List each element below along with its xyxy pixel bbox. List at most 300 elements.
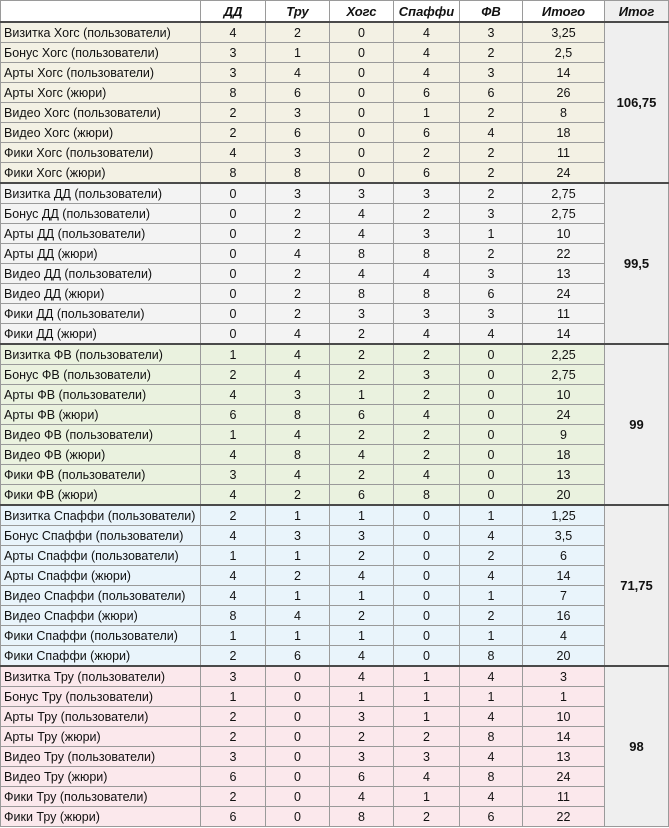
score-cell: 1	[394, 707, 460, 727]
score-cell: 3	[201, 465, 266, 485]
score-cell: 9	[523, 425, 605, 445]
score-cell: 0	[460, 465, 523, 485]
row-label: Арты ФВ (пользователи)	[1, 385, 201, 405]
score-cell: 3	[523, 666, 605, 687]
score-cell: 4	[523, 626, 605, 646]
score-cell: 3	[394, 747, 460, 767]
group-total: 71,75	[605, 505, 669, 666]
score-cell: 2,75	[523, 365, 605, 385]
score-cell: 2	[266, 264, 330, 284]
group-total: 98	[605, 666, 669, 827]
score-cell: 1	[330, 385, 394, 405]
table-header	[1, 1, 669, 23]
score-cell: 4	[201, 445, 266, 465]
score-cell: 2	[460, 163, 523, 184]
score-cell: 4	[460, 666, 523, 687]
table-row	[1, 405, 669, 425]
score-cell: 1	[201, 626, 266, 646]
score-cell: 4	[201, 566, 266, 586]
score-cell: 2,75	[523, 183, 605, 204]
score-cell: 1	[201, 687, 266, 707]
score-cell: 6	[460, 807, 523, 827]
row-label: Фики ФВ (пользователи)	[1, 465, 201, 485]
table-row	[1, 807, 669, 827]
table-row	[1, 22, 669, 43]
score-cell: 0	[394, 646, 460, 667]
row-label: Арты ДД (пользователи)	[1, 224, 201, 244]
score-cell: 4	[394, 264, 460, 284]
score-cell: 6	[330, 767, 394, 787]
score-cell: 3	[460, 304, 523, 324]
score-cell: 0	[201, 204, 266, 224]
score-cell: 2	[266, 224, 330, 244]
score-cell: 2,5	[523, 43, 605, 63]
score-cell: 2	[201, 103, 266, 123]
score-cell: 0	[330, 83, 394, 103]
score-cell: 1	[394, 787, 460, 807]
score-cell: 2	[266, 204, 330, 224]
table-row	[1, 425, 669, 445]
score-cell: 4	[330, 445, 394, 465]
table-row	[1, 385, 669, 405]
row-label: Арты ФВ (жюри)	[1, 405, 201, 425]
score-cell: 4	[330, 224, 394, 244]
score-cell: 4	[266, 244, 330, 264]
row-label: Арты Тру (пользователи)	[1, 707, 201, 727]
score-cell: 1	[330, 586, 394, 606]
score-cell: 3	[201, 43, 266, 63]
score-cell: 3	[394, 304, 460, 324]
table-row	[1, 163, 669, 184]
column-header: Итого	[523, 1, 605, 23]
score-cell: 6	[266, 123, 330, 143]
table-row	[1, 586, 669, 606]
score-cell: 3	[330, 526, 394, 546]
score-cell: 6	[460, 284, 523, 304]
score-cell: 8	[266, 163, 330, 184]
score-cell: 0	[330, 123, 394, 143]
score-cell: 3	[330, 707, 394, 727]
group-total: 99	[605, 344, 669, 505]
score-cell: 4	[266, 344, 330, 365]
score-cell: 7	[523, 586, 605, 606]
score-cell: 0	[394, 566, 460, 586]
score-cell: 2	[330, 425, 394, 445]
score-cell: 6	[266, 646, 330, 667]
row-label: Визитка Спаффи (пользователи)	[1, 505, 201, 526]
row-label: Арты Хогс (жюри)	[1, 83, 201, 103]
score-cell: 8	[394, 485, 460, 506]
table-row	[1, 284, 669, 304]
score-cell: 0	[330, 22, 394, 43]
score-cell: 8	[201, 606, 266, 626]
score-cell: 8	[523, 103, 605, 123]
score-cell: 1	[394, 687, 460, 707]
score-cell: 14	[523, 63, 605, 83]
column-header: Спаффи	[394, 1, 460, 23]
score-cell: 1	[330, 626, 394, 646]
score-cell: 2	[330, 465, 394, 485]
score-cell: 1	[201, 546, 266, 566]
row-label: Визитка Тру (пользователи)	[1, 666, 201, 687]
score-cell: 13	[523, 264, 605, 284]
score-cell: 1	[330, 687, 394, 707]
table-row	[1, 304, 669, 324]
score-cell: 2	[330, 727, 394, 747]
score-cell: 0	[460, 344, 523, 365]
score-cell: 4	[330, 646, 394, 667]
table-row	[1, 63, 669, 83]
table-row	[1, 566, 669, 586]
score-cell: 4	[201, 586, 266, 606]
score-cell: 2	[266, 566, 330, 586]
score-cell: 2	[266, 284, 330, 304]
score-cell: 4	[201, 385, 266, 405]
score-cell: 2	[460, 546, 523, 566]
row-label: Арты Спаффи (пользователи)	[1, 546, 201, 566]
score-cell: 4	[330, 566, 394, 586]
score-cell: 8	[266, 445, 330, 465]
score-cell: 1	[460, 687, 523, 707]
column-header: Тру	[266, 1, 330, 23]
score-cell: 13	[523, 465, 605, 485]
score-cell: 0	[394, 505, 460, 526]
table-row	[1, 324, 669, 345]
score-cell: 0	[460, 425, 523, 445]
row-label: Арты Хогс (пользователи)	[1, 63, 201, 83]
score-cell: 6	[523, 546, 605, 566]
score-cell: 2	[394, 204, 460, 224]
score-cell: 2	[394, 385, 460, 405]
score-cell: 4	[330, 264, 394, 284]
score-cell: 1	[460, 224, 523, 244]
score-cell: 14	[523, 566, 605, 586]
score-cell: 4	[460, 707, 523, 727]
table-row	[1, 666, 669, 687]
column-header: ДД	[201, 1, 266, 23]
score-cell: 4	[460, 747, 523, 767]
score-cell: 3	[266, 183, 330, 204]
row-label: Арты Тру (жюри)	[1, 727, 201, 747]
score-cell: 1	[266, 43, 330, 63]
score-cell: 4	[460, 566, 523, 586]
score-cell: 1	[266, 505, 330, 526]
score-cell: 0	[394, 606, 460, 626]
score-cell: 2	[201, 646, 266, 667]
score-cell: 11	[523, 143, 605, 163]
table-row	[1, 244, 669, 264]
score-cell: 24	[523, 405, 605, 425]
score-cell: 10	[523, 707, 605, 727]
score-cell: 3	[394, 365, 460, 385]
score-cell: 2	[460, 143, 523, 163]
table-row	[1, 626, 669, 646]
group-total: 99,5	[605, 183, 669, 344]
score-cell: 11	[523, 304, 605, 324]
score-cell: 4	[266, 425, 330, 445]
column-header: Итог	[605, 1, 669, 23]
score-cell: 16	[523, 606, 605, 626]
score-cell: 0	[201, 304, 266, 324]
score-cell: 0	[266, 707, 330, 727]
score-cell: 1	[394, 666, 460, 687]
score-cell: 3	[330, 304, 394, 324]
table-row	[1, 526, 669, 546]
score-cell: 20	[523, 646, 605, 667]
table-row	[1, 445, 669, 465]
score-cell: 2	[266, 304, 330, 324]
score-cell: 0	[266, 747, 330, 767]
table-row	[1, 143, 669, 163]
score-cell: 4	[394, 767, 460, 787]
row-label: Видео ДД (пользователи)	[1, 264, 201, 284]
row-label: Фики Спаффи (пользователи)	[1, 626, 201, 646]
score-cell: 2,25	[523, 344, 605, 365]
score-cell: 4	[201, 22, 266, 43]
score-cell: 2	[460, 103, 523, 123]
table-row	[1, 344, 669, 365]
score-cell: 3	[266, 103, 330, 123]
row-label: Фики Хогс (пользователи)	[1, 143, 201, 163]
score-cell: 2	[394, 807, 460, 827]
score-cell: 1	[523, 687, 605, 707]
score-cell: 3	[394, 183, 460, 204]
score-cell: 24	[523, 163, 605, 184]
score-cell: 1,25	[523, 505, 605, 526]
score-cell: 22	[523, 244, 605, 264]
table-row	[1, 365, 669, 385]
score-cell: 4	[394, 405, 460, 425]
row-label: Бонус Хогс (пользователи)	[1, 43, 201, 63]
score-cell: 8	[460, 727, 523, 747]
row-label: Фики Тру (пользователи)	[1, 787, 201, 807]
score-cell: 2	[266, 485, 330, 506]
score-cell: 1	[394, 103, 460, 123]
score-cell: 0	[201, 183, 266, 204]
score-cell: 3	[201, 666, 266, 687]
score-cell: 1	[266, 546, 330, 566]
score-cell: 0	[201, 244, 266, 264]
score-cell: 0	[330, 63, 394, 83]
score-cell: 4	[201, 526, 266, 546]
row-label: Видео Спаффи (пользователи)	[1, 586, 201, 606]
score-cell: 2	[201, 787, 266, 807]
table-row	[1, 787, 669, 807]
score-cell: 4	[394, 324, 460, 345]
score-cell: 0	[394, 546, 460, 566]
score-cell: 4	[330, 666, 394, 687]
table-row	[1, 465, 669, 485]
score-cell: 2	[460, 183, 523, 204]
score-cell: 0	[330, 163, 394, 184]
score-cell: 8	[460, 767, 523, 787]
score-cell: 2	[394, 344, 460, 365]
score-cell: 1	[460, 505, 523, 526]
score-cell: 22	[523, 807, 605, 827]
row-label: Видео Тру (жюри)	[1, 767, 201, 787]
score-cell: 2	[394, 143, 460, 163]
score-cell: 20	[523, 485, 605, 506]
score-cell: 0	[460, 385, 523, 405]
score-cell: 8	[330, 807, 394, 827]
row-label: Бонус Тру (пользователи)	[1, 687, 201, 707]
score-cell: 2	[201, 123, 266, 143]
score-cell: 8	[330, 284, 394, 304]
table-row	[1, 264, 669, 284]
table-row	[1, 43, 669, 63]
row-label: Фики ФВ (жюри)	[1, 485, 201, 506]
score-cell: 0	[266, 767, 330, 787]
score-cell: 4	[394, 43, 460, 63]
score-cell: 11	[523, 787, 605, 807]
row-label: Видео ДД (жюри)	[1, 284, 201, 304]
score-cell: 6	[201, 405, 266, 425]
row-label: Видео Тру (пользователи)	[1, 747, 201, 767]
score-cell: 3	[201, 63, 266, 83]
table-row	[1, 707, 669, 727]
column-header: ФВ	[460, 1, 523, 23]
score-cell: 2	[394, 445, 460, 465]
row-label: Бонус Спаффи (пользователи)	[1, 526, 201, 546]
score-cell: 3	[460, 22, 523, 43]
score-cell: 4	[460, 526, 523, 546]
score-cell: 3	[266, 143, 330, 163]
score-cell: 2	[394, 425, 460, 445]
score-cell: 2	[201, 365, 266, 385]
score-cell: 6	[394, 123, 460, 143]
score-cell: 4	[201, 485, 266, 506]
score-cell: 3	[330, 747, 394, 767]
score-cell: 4	[394, 22, 460, 43]
score-cell: 2,75	[523, 204, 605, 224]
table-row	[1, 485, 669, 506]
score-cell: 26	[523, 83, 605, 103]
column-header: Хогс	[330, 1, 394, 23]
score-cell: 0	[201, 224, 266, 244]
score-cell: 6	[460, 83, 523, 103]
score-cell: 2	[330, 546, 394, 566]
score-cell: 24	[523, 284, 605, 304]
score-cell: 6	[201, 767, 266, 787]
group-total: 106,75	[605, 22, 669, 183]
score-cell: 1	[201, 344, 266, 365]
score-cell: 2	[460, 244, 523, 264]
table-row	[1, 183, 669, 204]
table-row	[1, 727, 669, 747]
score-cell: 2	[201, 505, 266, 526]
table-row	[1, 505, 669, 526]
score-cell: 2	[460, 606, 523, 626]
score-cell: 0	[266, 807, 330, 827]
score-cell: 4	[460, 787, 523, 807]
score-cell: 0	[394, 586, 460, 606]
score-cell: 0	[330, 143, 394, 163]
score-cell: 0	[460, 445, 523, 465]
score-cell: 1	[460, 626, 523, 646]
row-label: Видео Хогс (пользователи)	[1, 103, 201, 123]
score-cell: 0	[394, 626, 460, 646]
row-label: Визитка Хогс (пользователи)	[1, 22, 201, 43]
score-cell: 1	[330, 505, 394, 526]
table-row	[1, 546, 669, 566]
score-cell: 10	[523, 224, 605, 244]
score-cell: 0	[460, 405, 523, 425]
score-cell: 8	[460, 646, 523, 667]
table-row	[1, 747, 669, 767]
score-cell: 0	[266, 727, 330, 747]
score-cell: 4	[201, 143, 266, 163]
score-cell: 0	[460, 365, 523, 385]
score-cell: 3	[266, 385, 330, 405]
score-cell: 4	[266, 365, 330, 385]
score-cell: 3	[460, 264, 523, 284]
header-empty	[1, 1, 201, 23]
score-cell: 2	[460, 43, 523, 63]
score-cell: 14	[523, 727, 605, 747]
score-cell: 2	[330, 344, 394, 365]
score-cell: 1	[266, 586, 330, 606]
row-label: Арты ДД (жюри)	[1, 244, 201, 264]
table-row	[1, 204, 669, 224]
row-label: Бонус ДД (пользователи)	[1, 204, 201, 224]
score-cell: 3	[394, 224, 460, 244]
row-label: Визитка ДД (пользователи)	[1, 183, 201, 204]
score-cell: 3	[201, 747, 266, 767]
row-label: Арты Спаффи (жюри)	[1, 566, 201, 586]
score-cell: 8	[394, 284, 460, 304]
score-cell: 6	[394, 83, 460, 103]
score-cell: 4	[394, 465, 460, 485]
score-cell: 4	[266, 606, 330, 626]
score-cell: 4	[460, 123, 523, 143]
row-label: Фики Хогс (жюри)	[1, 163, 201, 184]
score-cell: 2	[330, 365, 394, 385]
table-body	[1, 22, 669, 827]
score-cell: 8	[201, 163, 266, 184]
score-cell: 0	[201, 284, 266, 304]
score-cell: 3	[266, 526, 330, 546]
score-cell: 6	[201, 807, 266, 827]
row-label: Видео Спаффи (жюри)	[1, 606, 201, 626]
row-label: Визитка ФВ (пользователи)	[1, 344, 201, 365]
score-cell: 6	[330, 485, 394, 506]
table-row	[1, 646, 669, 667]
score-cell: 3	[460, 204, 523, 224]
score-cell: 0	[266, 666, 330, 687]
score-cell: 8	[201, 83, 266, 103]
score-cell: 0	[201, 324, 266, 345]
score-cell: 14	[523, 324, 605, 345]
score-cell: 4	[330, 787, 394, 807]
score-cell: 2	[330, 324, 394, 345]
score-cell: 4	[266, 465, 330, 485]
score-cell: 2	[330, 606, 394, 626]
table-row	[1, 83, 669, 103]
table-row	[1, 123, 669, 143]
score-cell: 0	[394, 526, 460, 546]
score-cell: 0	[330, 103, 394, 123]
score-cell: 3,5	[523, 526, 605, 546]
score-cell: 2	[394, 727, 460, 747]
score-cell: 3,25	[523, 22, 605, 43]
row-label: Фики ДД (жюри)	[1, 324, 201, 345]
table-row	[1, 224, 669, 244]
score-cell: 4	[266, 63, 330, 83]
score-cell: 2	[201, 727, 266, 747]
score-cell: 0	[201, 264, 266, 284]
score-cell: 10	[523, 385, 605, 405]
score-cell: 1	[266, 626, 330, 646]
